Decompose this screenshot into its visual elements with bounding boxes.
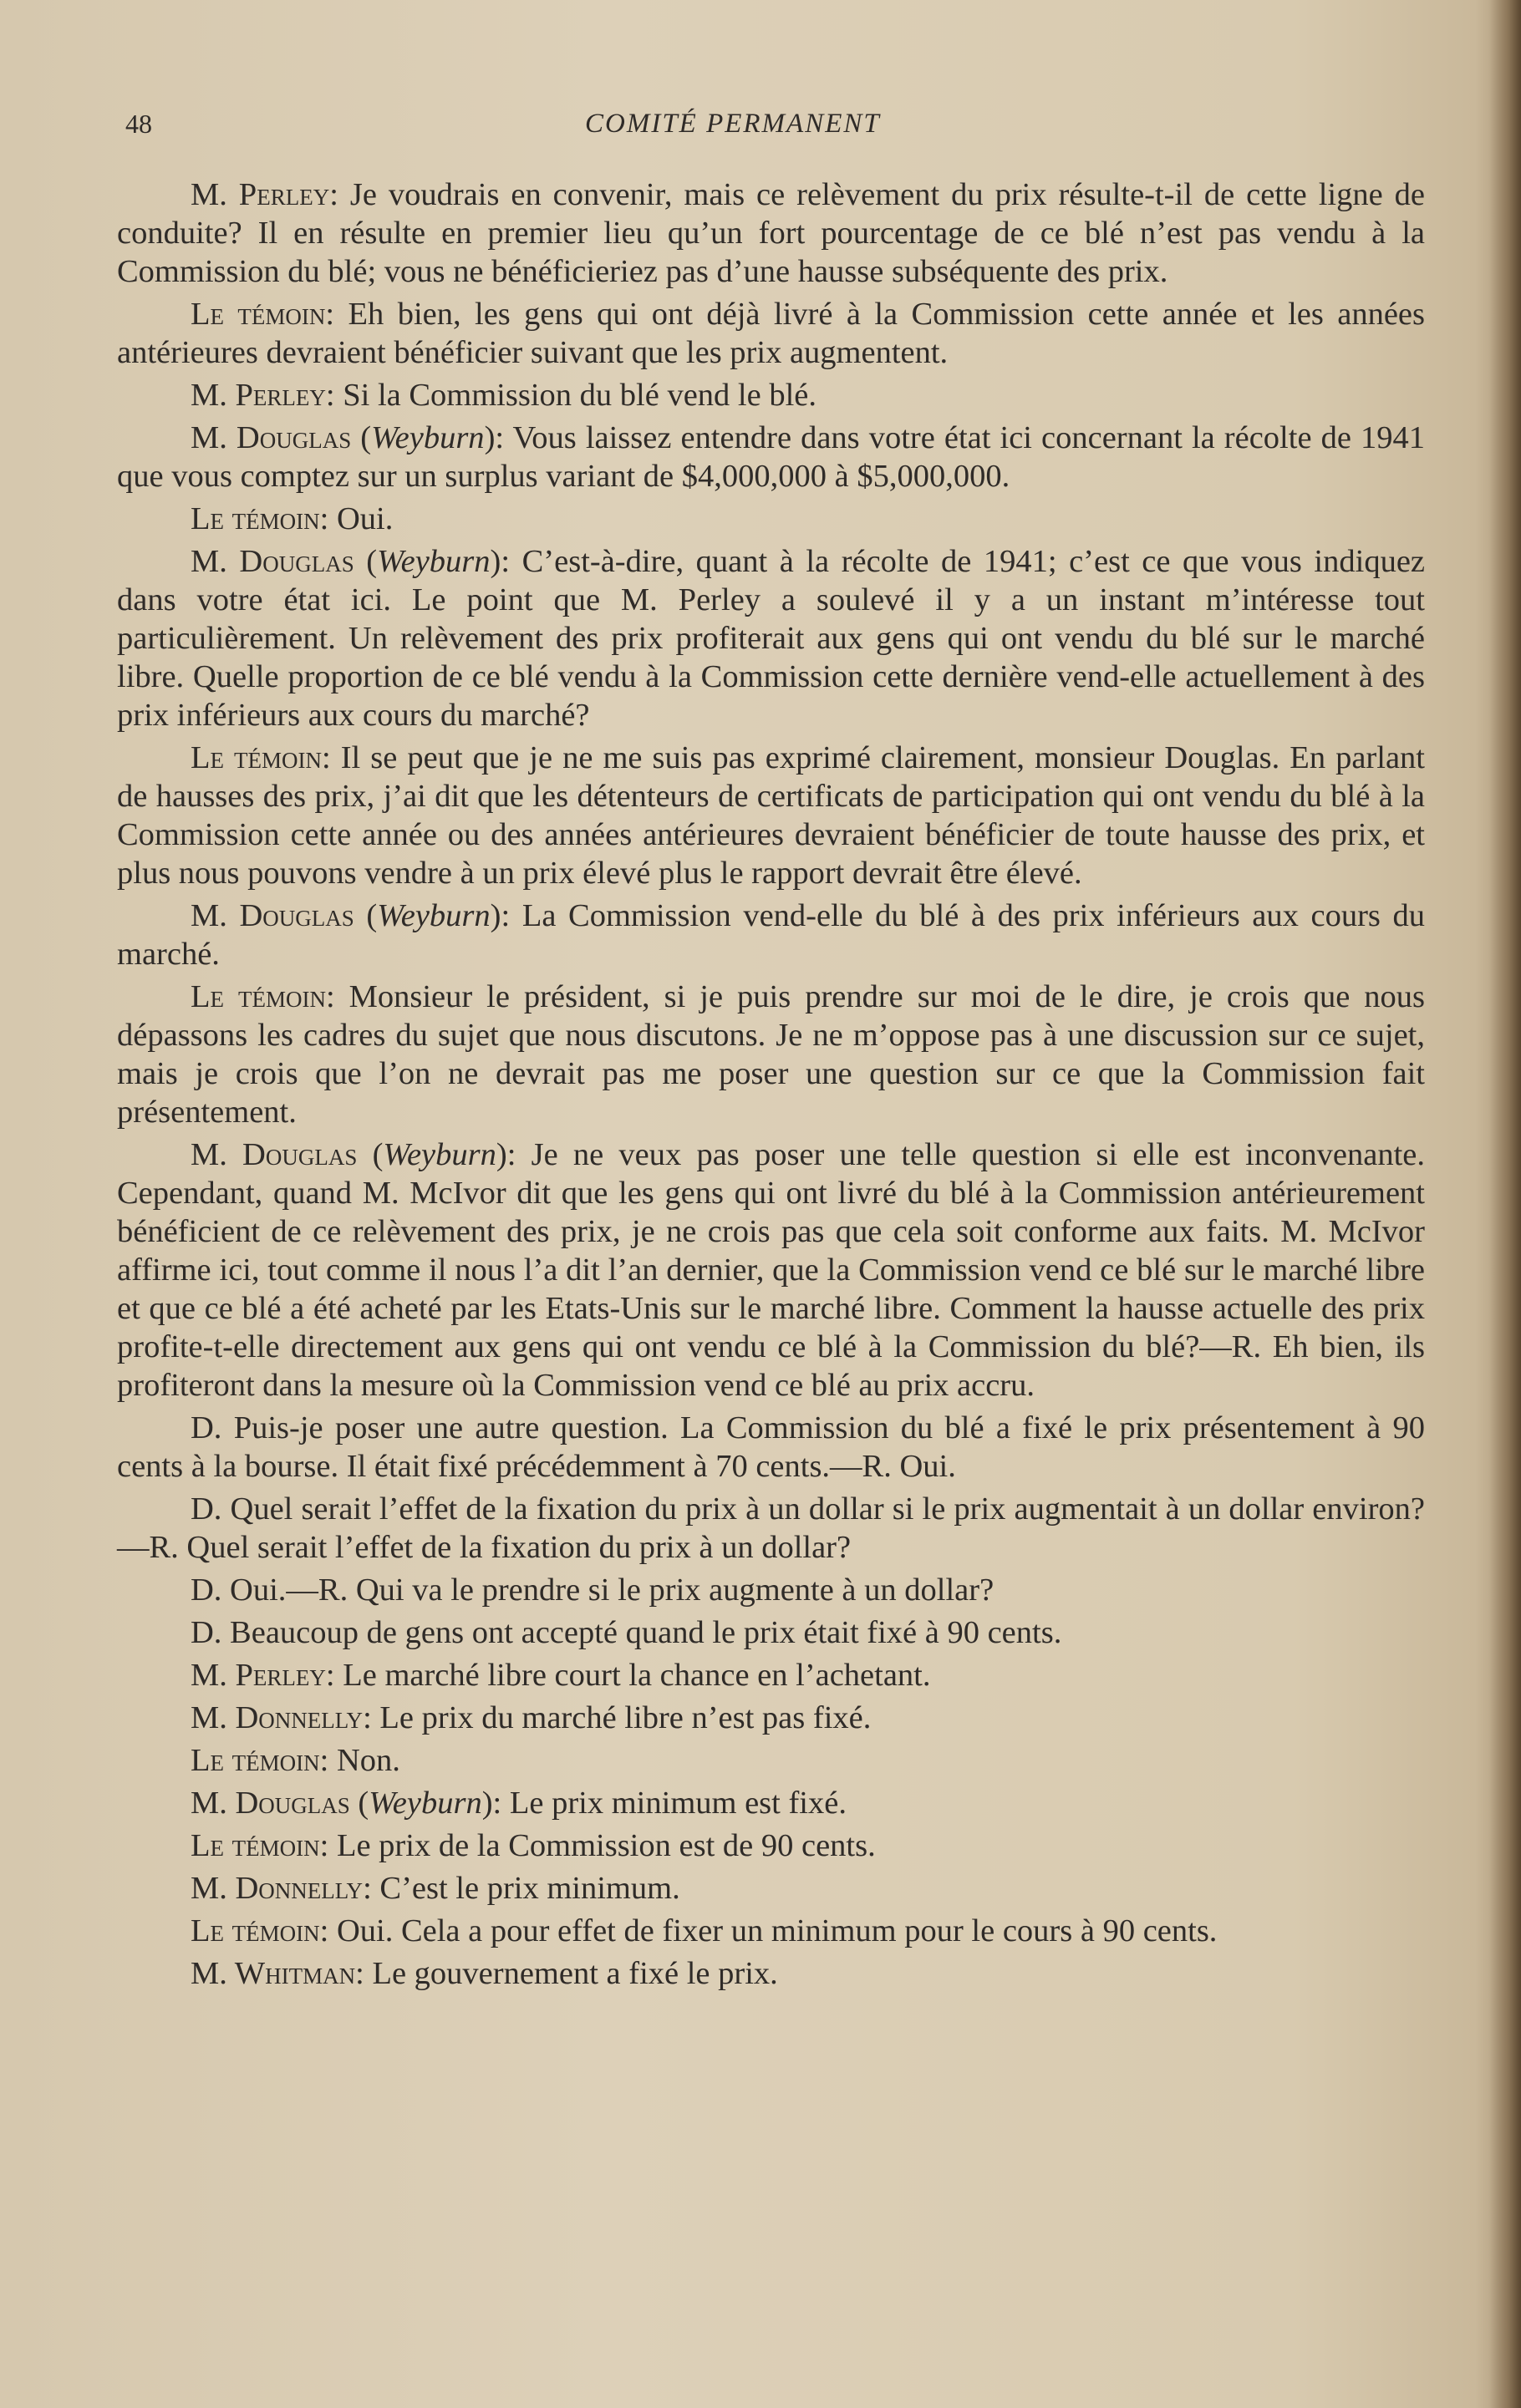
paragraph-text: Monsieur le président, si je puis prendre sur moi de le dire, je crois que nous dépassons les cadres du sujet que nous discutons. Je ne m’oppose pas à une discussion sur ce sujet, mais je crois que l’on ne devrait pas me poser une question sur ce que la Commission fait présentement. [117, 979, 1425, 1130]
speaker-name: M. Perley [191, 1658, 326, 1693]
paragraph-text: Je ne veux pas poser une telle question si elle est inconvenante. Cependant, quand M. McIvor dit que les gens qui ont livré du blé à la Commission antérieurement bénéficient de ce relèvement des prix, je ne crois pas que cela soit conforme aux faits. M. McIvor affirme ici, tout comme il nous l’a dit l’an dernier, que la Commission vend ce blé sur le marché libre et que ce blé a été acheté par les Etats-Unis sur le marché libre. Comment la hausse actuelle des prix profite-t-elle directement aux gens qui ont vendu ce blé à la Commission du blé?—R. Eh bien, ils profiteront dans la mesure où la Commission vend ce blé au prix accru. [117, 1137, 1425, 1403]
transcript-paragraph: M. Whitman: Le gouvernement a fixé le prix. [191, 1956, 778, 1991]
speaker-constituency: Weyburn [371, 420, 485, 455]
paragraph-text: La Commission vend-elle du blé à des prix inférieurs aux cours du marché. [117, 898, 1425, 972]
speaker-constituency: Weyburn [369, 1786, 482, 1821]
transcript-paragraph: M. Douglas (Weyburn): Vous laissez entendre dans votre état ici concernant la récolte de 1941 que vous comptez sur un surplus variant de $4,000,000 à $5,000,000. [117, 420, 1425, 494]
speaker-name: Le témoin [191, 979, 326, 1014]
paragraph-text: Non. [336, 1743, 400, 1778]
paragraph-text: Oui. [336, 501, 394, 536]
paragraph-text: C’est-à-dire, quant à la récolte de 1941; c’est ce que vous indiquez dans votre état ici. Le point que M. Perley a soulevé il y a un instant m’intéresse tout particulièrement. Un relèvement des prix profiterait aux gens qui ont vendu du blé sur le marché libre. Quelle proportion de ce blé vendu à la Commission cette dernière vend-elle actuellement à des prix inférieurs aux cours du marché? [117, 544, 1426, 733]
paragraph-text: Vous laissez entendre dans votre état ici concernant la récolte de 1941 que vous comptez sur un surplus variant de $4,000,000 à $5,000,000. [117, 420, 1425, 494]
paragraph-text: Il se peut que je ne me suis pas exprimé clairement, monsieur Douglas. En parlant de hausses des prix, j’ai dit que les détenteurs de certificats de participation qui ont vendu du blé à la Commission cette année ou des années antérieures devraient bénéficier de toute hausse des prix, et plus nous pouvons vendre à un prix élevé plus le rapport devrait être élevé. [117, 740, 1425, 891]
transcript-paragraph: Le témoin: Oui. [191, 501, 394, 536]
paragraph-text: Eh bien, les gens qui ont déjà livré à la Commission cette année et les années antérieures devraient bénéficier suivant que les prix augmentent. [117, 297, 1425, 370]
transcript-paragraph: Le témoin: Il se peut que je ne me suis pas exprimé clairement, monsieur Douglas. En parlant de hausses des prix, j’ai dit que les détenteurs de certificats de participation qui ont vendu du blé à la Commission cette année ou des années antérieures devraient bénéficier de toute hausse des prix, et plus nous pouvons vendre à un prix élevé plus le rapport devrait être élevé. [117, 740, 1425, 891]
speaker-name: M. Perley [191, 378, 326, 413]
speaker-name: M. Douglas [191, 1137, 358, 1172]
paragraph-text: Le marché libre court la chance en l’achetant. [343, 1658, 931, 1693]
paragraph-text: D. Puis-je poser une autre question. La Commission du blé a fixé le prix présentement à 90 cents à la bourse. Il était fixé précédemment à 70 cents.—R. Oui. [117, 1410, 1425, 1484]
speaker-name: M. Douglas [191, 420, 352, 455]
page-number: 48 [125, 109, 152, 139]
transcript-paragraph: M. Douglas (Weyburn): Je ne veux pas poser une telle question si elle est inconvenante. Cependant, quand M. McIvor dit que les gens qui ont livré du blé à la Commission antérieurement bénéficient de ce relèvement des prix, je ne crois pas que cela soit conforme aux faits. M. McIvor affirme ici, tout comme il nous l’a dit l’an dernier, que la Commission vend ce blé sur le marché libre et que ce blé a été acheté par les Etats-Unis sur le marché libre. Comment la hausse actuelle des prix profite-t-elle directement aux gens qui ont vendu ce blé à la Commission du blé?—R. Eh bien, ils profiteront dans la mesure où la Commission vend ce blé au prix accru. [117, 1137, 1425, 1403]
speaker-name: M. Douglas [191, 898, 354, 933]
transcript-paragraph: Le témoin: Monsieur le président, si je puis prendre sur moi de le dire, je crois que nous dépassons les cadres du sujet que nous discutons. Je ne m’oppose pas à une discussion sur ce sujet, mais je crois que l’on ne devrait pas me poser une question sur ce que la Commission fait présentement. [117, 979, 1425, 1130]
speaker-name: M. Donnelly [191, 1871, 364, 1906]
transcript-paragraph [117, 1571, 1425, 1609]
speaker-name: Le témoin [191, 740, 323, 775]
speaker-name: Le témoin [191, 1828, 320, 1863]
paragraph-text: Je voudrais en convenir, mais ce relèvement du prix résulte-t-il de cette ligne de conduite? Il en résulte en premier lieu qu’un fort pourcentage de ce blé n’est pas vendu à la Commission du blé; vous ne bénéficieriez pas d’une hausse subséquente des prix. [117, 177, 1425, 289]
paragraph-text: Le gouvernement a fixé le prix. [372, 1956, 778, 1991]
transcript-paragraph: M. Donnelly: Le prix du marché libre n’est pas fixé. [191, 1700, 872, 1735]
paragraph-text: D. Quel serait l’effet de la fixation du prix à un dollar si le prix augmentait à un dollar environ?—R. Quel serait l’effet de la fixation du prix à un dollar? [117, 1491, 1425, 1565]
transcript-paragraph: M. Perley: Si la Commission du blé vend le blé. [191, 378, 816, 413]
transcript-paragraph: M. Perley: Je voudrais en convenir, mais ce relèvement du prix résulte-t-il de cette ligne de conduite? Il en résulte en premier lieu qu’un fort pourcentage de ce blé n’est pas vendu à la Commission du blé; vous ne bénéficieriez pas d’une hausse subséquente des prix. [117, 177, 1425, 289]
transcript-paragraph: M. Douglas (Weyburn): C’est-à-dire, quant à la récolte de 1941; c’est ce que vous indiquez dans votre état ici. Le point que M. Perley a soulevé il y a un instant m’intéresse tout particulièrement. Un relèvement des prix profiterait aux gens qui ont vendu du blé sur le marché libre. Quelle proportion de ce blé vendu à la Commission cette dernière vend-elle actuellement à des prix inférieurs aux cours du marché? [117, 544, 1426, 733]
paragraph-text: Le prix du marché libre n’est pas fixé. [379, 1700, 872, 1735]
speaker-name: Le témoin [191, 1743, 320, 1778]
paragraph-text: D. Beaucoup de gens ont accepté quand le prix était fixé à 90 cents. [191, 1615, 1062, 1650]
speaker-name: Le témoin [191, 501, 320, 536]
speaker-name: Le témoin [191, 1913, 320, 1948]
paragraph-text: C’est le prix minimum. [379, 1871, 680, 1906]
transcript-paragraph: M. Douglas (Weyburn): Le prix minimum est fixé. [191, 1786, 847, 1821]
transcript-paragraph: M. Douglas (Weyburn): La Commission vend-elle du blé à des prix inférieurs aux cours du marché. [117, 898, 1425, 972]
transcript-paragraph: M. Donnelly: C’est le prix minimum. [191, 1871, 680, 1906]
transcript-body [117, 175, 1425, 1997]
speaker-name: Le témoin [191, 297, 326, 332]
speaker-constituency: Weyburn [377, 544, 491, 579]
transcript-paragraph [117, 1409, 1425, 1486]
paragraph-text: Le prix de la Commission est de 90 cents. [336, 1828, 876, 1863]
paragraph-text: Si la Commission du blé vend le blé. [343, 378, 816, 413]
transcript-paragraph [117, 1490, 1425, 1567]
speaker-name: M. Douglas [191, 1786, 350, 1821]
page-header [125, 109, 1429, 150]
speaker-name: M. Donnelly [191, 1700, 364, 1735]
paragraph-text: Oui. Cela a pour effet de fixer un minimum pour le cours à 90 cents. [336, 1913, 1218, 1948]
speaker-constituency: Weyburn [377, 898, 491, 933]
paragraph-text: Le prix minimum est fixé. [509, 1786, 847, 1821]
speaker-constituency: Weyburn [383, 1137, 496, 1172]
transcript-paragraph: Le témoin: Oui. Cela a pour effet de fixer un minimum pour le cours à 90 cents. [191, 1913, 1218, 1948]
speaker-name: M. Whitman [191, 1956, 356, 1991]
running-title: COMITÉ PERMANENT [585, 109, 881, 139]
binding-shadow [1489, 0, 1521, 2408]
transcript-paragraph: Le témoin: Eh bien, les gens qui ont déjà livré à la Commission cette année et les années antérieures devraient bénéficier suivant que les prix augmentent. [117, 297, 1425, 370]
transcript-paragraph: M. Perley: Le marché libre court la chance en l’achetant. [191, 1658, 931, 1693]
speaker-name: M. Douglas [191, 544, 354, 579]
paragraph-text: D. Oui.—R. Qui va le prendre si le prix augmente à un dollar? [191, 1572, 994, 1608]
transcript-paragraph: Le témoin: Non. [191, 1743, 400, 1778]
transcript-paragraph [117, 1613, 1425, 1652]
speaker-name: M. Perley [191, 177, 330, 212]
transcript-paragraph: Le témoin: Le prix de la Commission est de 90 cents. [191, 1828, 876, 1863]
